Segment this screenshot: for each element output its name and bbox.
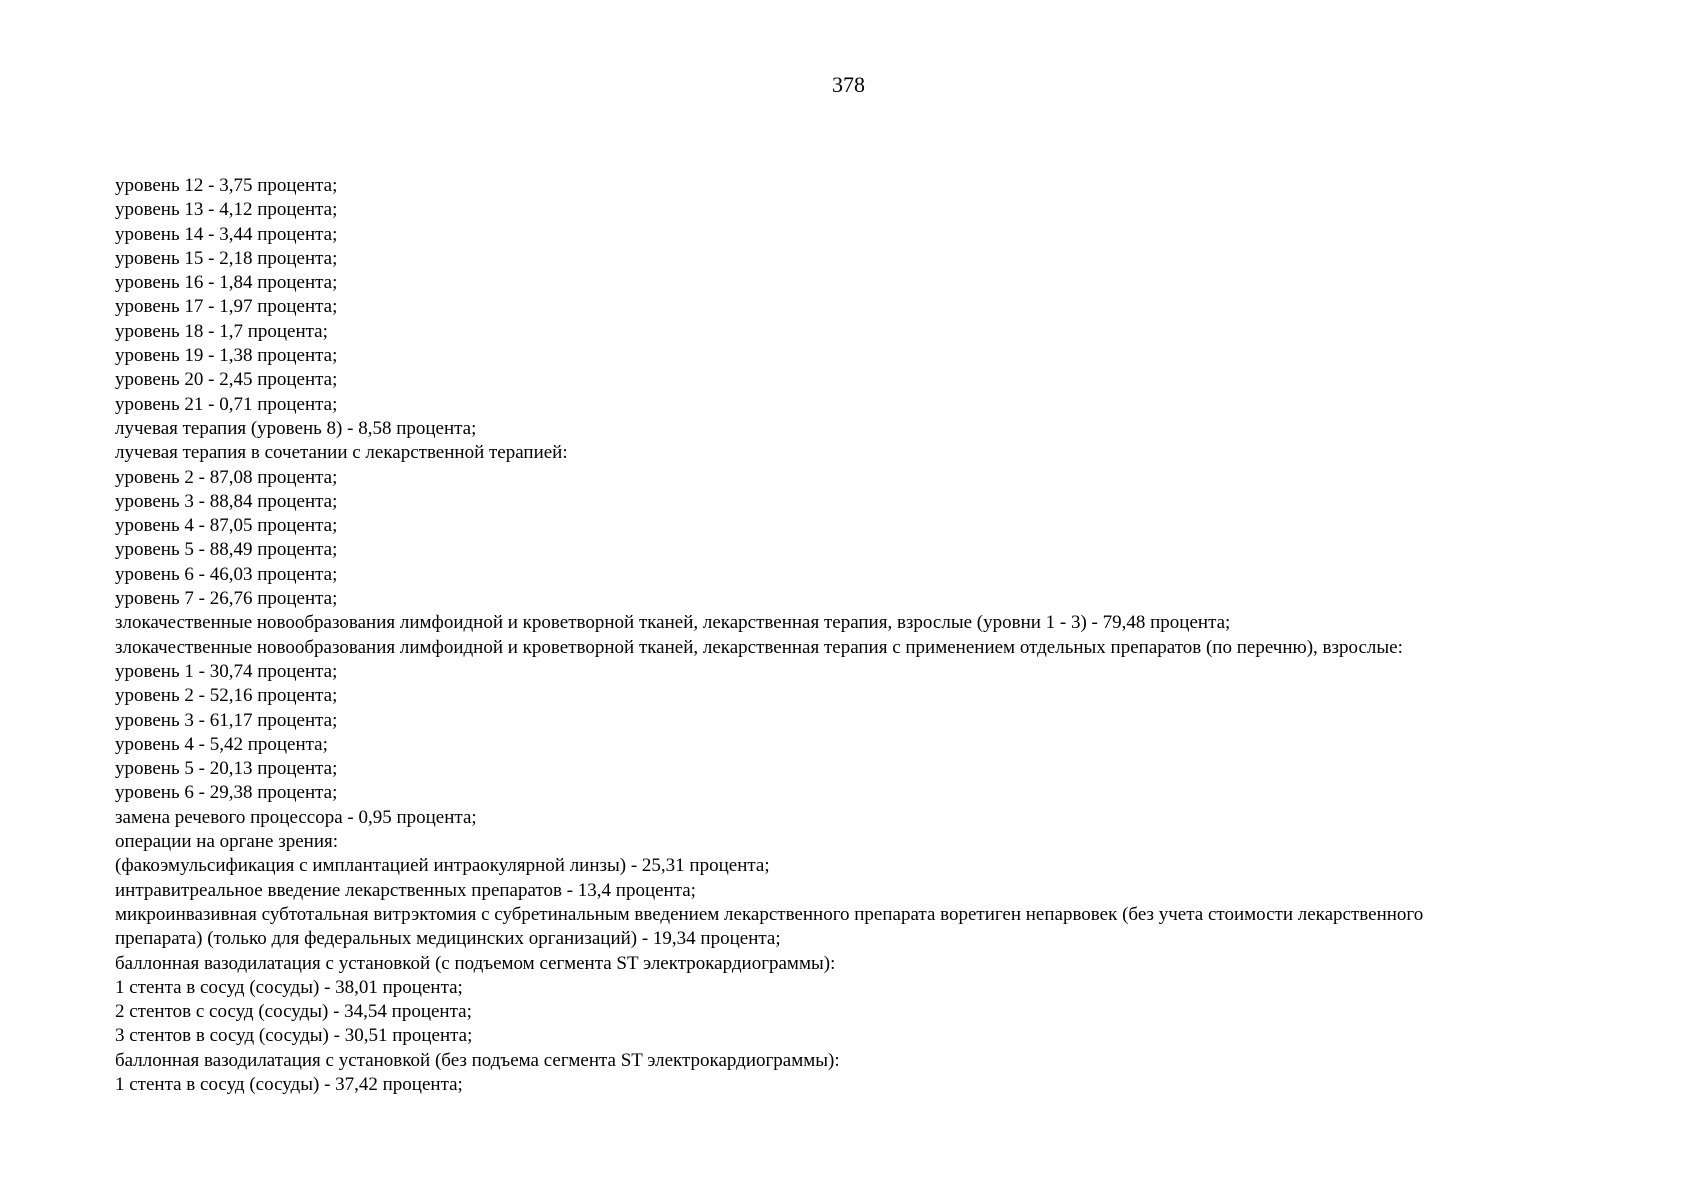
text-line: 2 стентов с сосуд (сосуды) - 34,54 процента; [115, 1001, 472, 1023]
document-body [115, 174, 1575, 1097]
text-line: уровень 2 - 52,16 процента; [115, 685, 338, 707]
text-line: (факоэмульсификация с имплантацией интраокулярной линзы) - 25,31 процента; [115, 855, 770, 877]
text-line: лучевая терапия (уровень 8) - 8,58 процента; [115, 417, 477, 439]
text-line: уровень 4 - 87,05 процента; [115, 515, 338, 537]
text-line: уровень 3 - 61,17 процента; [115, 709, 338, 731]
text-line: уровень 4 - 5,42 процента; [115, 733, 328, 755]
text-line: уровень 16 - 1,84 процента; [115, 272, 338, 294]
text-line: уровень 5 - 20,13 процента; [115, 758, 338, 780]
text-line: уровень 20 - 2,45 процента; [115, 369, 338, 391]
text-line: 1 стента в сосуд (сосуды) - 37,42 процента; [115, 1073, 463, 1095]
text-line: уровень 21 - 0,71 процента; [115, 393, 338, 415]
page-number: 378 [832, 72, 865, 97]
text-line: уровень 1 - 30,74 процента; [115, 660, 338, 682]
text-line: замена речевого процессора - 0,95 процента; [115, 806, 477, 828]
text-line: уровень 13 - 4,12 процента; [115, 199, 338, 221]
text-line: препарата) (только для федеральных медицинских организаций) - 19,34 процента; [115, 928, 781, 950]
text-line: уровень 5 - 88,49 процента; [115, 539, 338, 561]
text-line: уровень 15 - 2,18 процента; [115, 247, 338, 269]
text-line: баллонная вазодилатация с установкой (без подъема сегмента ST электрокардиограммы): [115, 1049, 840, 1071]
text-line: 1 стента в сосуд (сосуды) - 38,01 процента; [115, 976, 463, 998]
text-line: микроинвазивная субтотальная витрэктомия с субретинальным введением лекарственного препарата воретиген непарвовек (без учета стоимости лекарственного [115, 903, 1424, 925]
text-line: баллонная вазодилатация с установкой (с подъемом сегмента ST электрокардиограммы): [115, 952, 836, 974]
text-line: уровень 17 - 1,97 процента; [115, 296, 338, 318]
text-line: злокачественные новообразования лимфоидной и кроветворной тканей, лекарственная терапия, взрослые (уровни 1 - 3) - 79,48 процента; [115, 612, 1231, 634]
text-line: интравитреальное введение лекарственных препаратов - 13,4 процента; [115, 879, 696, 901]
text-line: операции на органе зрения: [115, 831, 339, 853]
text-line: уровень 6 - 46,03 процента; [115, 563, 338, 585]
text-line: лучевая терапия в сочетании с лекарственной терапией: [115, 442, 568, 464]
text-line: уровень 3 - 88,84 процента; [115, 490, 338, 512]
text-line: злокачественные новообразования лимфоидной и кроветворной тканей, лекарственная терапия с применением отдельных препаратов (по перечню), взрослые: [115, 636, 1403, 658]
text-line: уровень 7 - 26,76 процента; [115, 588, 338, 610]
text-line: уровень 12 - 3,75 процента; [115, 175, 338, 196]
text-line: уровень 18 - 1,7 процента; [115, 320, 328, 342]
text-line: уровень 6 - 29,38 процента; [115, 782, 338, 804]
text-line: уровень 19 - 1,38 процента; [115, 345, 338, 367]
text-line: уровень 14 - 3,44 процента; [115, 223, 338, 245]
text-line: уровень 2 - 87,08 процента; [115, 466, 338, 488]
text-line: 3 стентов в сосуд (сосуды) - 30,51 процента; [115, 1025, 473, 1047]
